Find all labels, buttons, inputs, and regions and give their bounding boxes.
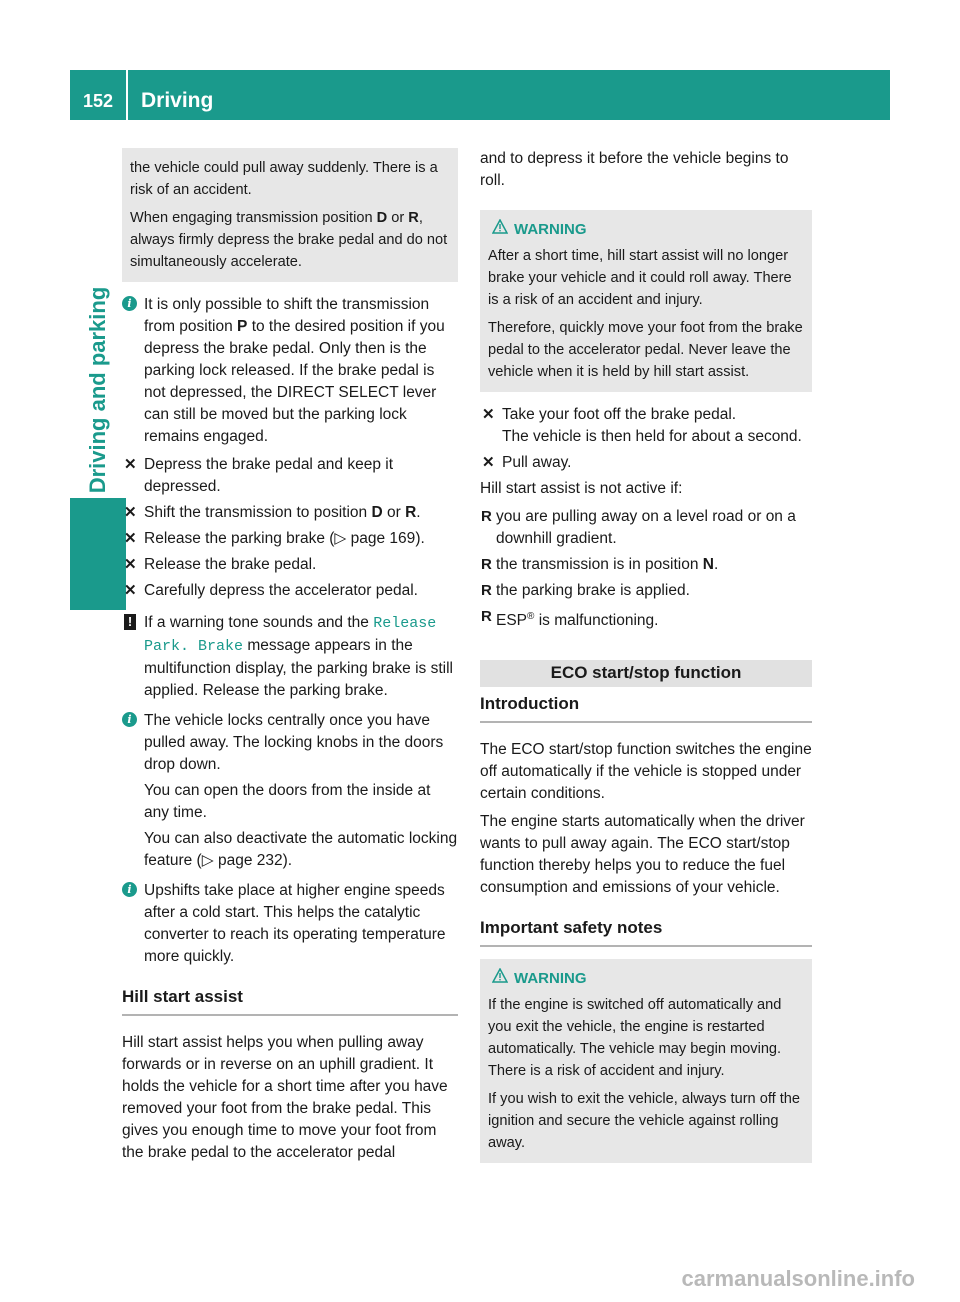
action-step: ✕ Carefully depress the accelerator pedal. bbox=[122, 580, 458, 602]
warning-title: WARNING bbox=[488, 219, 804, 241]
action-step: ✕ Release the parking brake (▷ page 169). bbox=[122, 528, 458, 550]
action-arrow-icon: ✕ bbox=[124, 556, 137, 573]
list-item: R the transmission is in position N. bbox=[480, 554, 812, 576]
action-arrow-icon: ✕ bbox=[124, 456, 137, 473]
action-step: ✕ Take your foot off the brake pedal. The vehicle is then held for about a second. bbox=[482, 406, 802, 445]
body-paragraph: Hill start assist helps you when pulling away forwards or in reverse on an uphill gradient. It holds the vehicle for a short time after you have removed your foot from the brake pedal. This gives you enough time to move your foot from the brake pedal to the accelerator pedal bbox=[122, 1034, 448, 1161]
warning-box: WARNING After a short time, hill start assist will no longer brake your vehicle and it could roll away. There is a risk of an accident and injury. Therefore, quickly move your foot from the brake pedal to the accelerator pedal. Never leave the vehicle when it is held by hill start assist. bbox=[480, 210, 812, 392]
display-message: Release Park. Brake bbox=[144, 615, 437, 655]
action-arrow-icon: ✕ bbox=[482, 406, 495, 423]
bullet-icon: R bbox=[481, 556, 492, 573]
page-reference[interactable]: ▷ page 232 bbox=[201, 852, 283, 869]
page-reference[interactable]: ▷ page 169 bbox=[334, 530, 416, 547]
bullet-icon: R bbox=[481, 608, 492, 625]
exclamation-icon: ! bbox=[124, 614, 136, 630]
body-paragraph: The engine starts automatically when the driver wants to pull away again. The ECO start/stop function thereby helps you to reduce the fuel consumption and emissions of your vehicle. bbox=[480, 813, 805, 897]
list-item: R you are pulling away on a level road or on a downhill gradient. bbox=[481, 508, 796, 547]
action-step: ✕ Release the brake pedal. bbox=[122, 554, 458, 576]
info-note: i The vehicle locks centrally once you have pulled away. The locking knobs in the doors drop down. You can open the doors from the inside at any time. You can also deactivate the automatic locking feature (▷ page 232). bbox=[122, 710, 458, 872]
chapter-title: Driving bbox=[141, 89, 214, 112]
warning-box: WARNING If the engine is switched off automatically and you exit the vehicle, the engine is restarted automatically. The vehicle may begin moving. There is a risk of accident and injury. If you wish to exit the vehicle, always turn off the ignition and secure the vehicle against rolling away. bbox=[480, 959, 812, 1163]
action-arrow-icon: ✕ bbox=[124, 530, 137, 547]
warning-triangle-icon bbox=[492, 968, 508, 983]
right-column bbox=[480, 148, 812, 1175]
chapter-heading: ECO start/stop function bbox=[480, 660, 812, 687]
action-arrow-icon: ✕ bbox=[482, 454, 495, 471]
action-step: ✕ Pull away. bbox=[480, 452, 812, 474]
warning-note: ! If a warning tone sounds and the Release Park. Brake message appears in the multifunction display, the parking brake is still applied. Release the parking brake. bbox=[122, 612, 458, 702]
warning-title: WARNING bbox=[488, 968, 804, 990]
warning-triangle-icon bbox=[492, 219, 508, 234]
left-column bbox=[122, 148, 458, 1170]
body-paragraph: and to depress it before the vehicle begins to roll. bbox=[480, 150, 789, 189]
info-icon: i bbox=[122, 296, 137, 311]
body-paragraph: The ECO start/stop function switches the engine off automatically if the vehicle is stopped under certain conditions. bbox=[480, 741, 812, 803]
action-step: ✕ Depress the brake pedal and keep it depressed. bbox=[124, 456, 394, 495]
info-note: i It is only possible to shift the transmission from position P to the desired position if you depress the brake pedal. Only then is the parking lock released. If the brake pedal is not depressed, the DIRECT SELECT lever can still be moved but the parking lock remains engaged. bbox=[122, 294, 458, 448]
list-item: R ESP® is malfunctioning. bbox=[481, 608, 659, 630]
step-result: The vehicle is then held for about a second. bbox=[502, 428, 802, 445]
section-heading: Important safety notes bbox=[480, 917, 812, 947]
action-arrow-icon: ✕ bbox=[124, 504, 137, 521]
info-icon: i bbox=[122, 882, 137, 897]
page-number: 152 bbox=[82, 91, 114, 111]
side-tab-marker bbox=[70, 498, 126, 610]
section-heading: Introduction bbox=[480, 693, 812, 723]
warning-box-continued bbox=[122, 148, 458, 282]
section-heading: Hill start assist bbox=[122, 986, 458, 1016]
info-note: i Upshifts take place at higher engine speeds after a cold start. This helps the catalytic converter to reach its operating temperature more quickly. bbox=[122, 880, 458, 968]
body-paragraph: Hill start assist is not active if: bbox=[480, 480, 683, 497]
action-arrow-icon: ✕ bbox=[124, 582, 137, 599]
side-tab-label: Driving and parking bbox=[85, 286, 110, 494]
list-item: R the parking brake is applied. bbox=[480, 580, 812, 602]
action-step: ✕ Shift the transmission to position D or R. bbox=[122, 502, 458, 524]
warning-text: the vehicle could pull away suddenly. There is a risk of an accident. bbox=[130, 160, 438, 198]
info-icon: i bbox=[122, 712, 137, 727]
header-divider bbox=[126, 70, 128, 120]
bullet-icon: R bbox=[481, 508, 492, 525]
bullet-icon: R bbox=[481, 582, 492, 599]
warning-text: When engaging transmission position D or R, always firmly depress the brake pedal and do not simultaneously accelerate. bbox=[130, 210, 448, 270]
